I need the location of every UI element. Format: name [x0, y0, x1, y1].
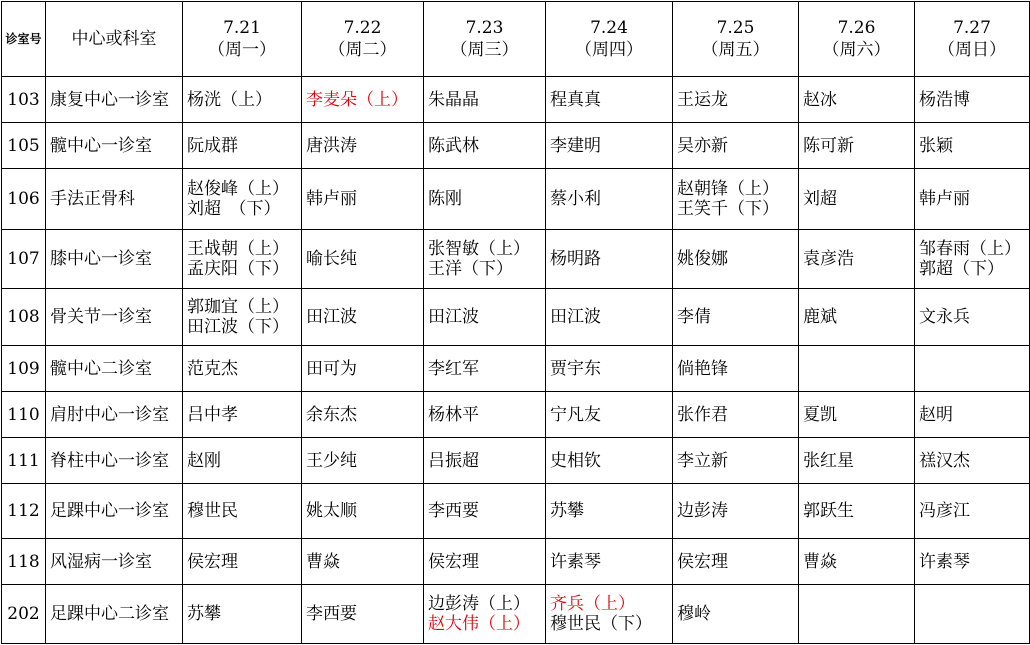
- schedule-cell: [799, 230, 915, 289]
- doctor-name: 杨浩博: [919, 89, 970, 110]
- doctor-name: 曹焱: [306, 551, 340, 572]
- schedule-cell: [424, 230, 546, 289]
- doctor-name: 鹿斌: [803, 307, 837, 327]
- doctor-name: 冯彦江: [919, 501, 970, 521]
- day-header: [424, 2, 546, 77]
- schedule-cell: [673, 123, 799, 169]
- day-weekday: （周一）: [208, 40, 276, 60]
- schedule-cell: [799, 392, 915, 438]
- schedule-cell: [183, 484, 302, 539]
- schedule-cell: [799, 484, 915, 539]
- department-name: 风湿病一诊室: [46, 539, 183, 585]
- schedule-cell: [183, 169, 302, 230]
- schedule-table: [1, 1, 1030, 644]
- doctor-name: 余东杰: [306, 404, 357, 425]
- schedule-cell: [183, 539, 302, 585]
- doctor-name: 穆世民: [187, 501, 238, 521]
- day-weekday: （周日）: [938, 40, 1006, 60]
- schedule-cell: [302, 346, 424, 392]
- schedule-cell: [302, 585, 424, 644]
- schedule-cell: [915, 230, 1030, 289]
- room-number: 112: [2, 484, 46, 539]
- schedule-cell: [546, 77, 673, 123]
- doctor-name: 赵刚: [187, 450, 221, 471]
- doctor-name: 王运龙: [677, 89, 728, 110]
- schedule-cell: [799, 77, 915, 123]
- doctor-name: 赵冰: [803, 89, 837, 110]
- schedule-cell: [424, 539, 546, 585]
- room-number: 103: [2, 77, 46, 123]
- schedule-cell: [183, 346, 302, 392]
- day-date: 7.21: [223, 18, 261, 38]
- schedule-cell: [302, 230, 424, 289]
- schedule-cell: [915, 77, 1030, 123]
- schedule-cell: [546, 230, 673, 289]
- table-row: [2, 169, 1030, 230]
- doctor-name: 齐兵（上）: [550, 594, 635, 614]
- schedule-cell: [302, 539, 424, 585]
- doctor-name: 张智敏（上）: [428, 239, 530, 259]
- doctor-name: 李倩: [677, 307, 711, 327]
- day-date: 7.22: [343, 18, 382, 38]
- doctor-name: 袁彦浩: [803, 249, 854, 269]
- schedule-cell: [673, 230, 799, 289]
- schedule-cell: [183, 289, 302, 346]
- doctor-name: 吕中孝: [187, 404, 238, 425]
- table-row: [2, 346, 1030, 392]
- schedule-cell: [302, 392, 424, 438]
- schedule-cell: [424, 123, 546, 169]
- schedule-cell: [546, 169, 673, 230]
- doctor-name: 田江波（下）: [187, 317, 289, 337]
- doctor-name: 程真真: [550, 89, 601, 110]
- schedule-cell: [183, 123, 302, 169]
- schedule-cell: [424, 346, 546, 392]
- doctor-name: 王战朝（上）: [187, 239, 289, 259]
- department-name: 髋中心一诊室: [46, 123, 183, 169]
- doctor-name: 侯宏理: [187, 551, 238, 572]
- doctor-name: 陈可新: [803, 135, 854, 156]
- doctor-name: 李立新: [677, 450, 728, 471]
- doctor-name: 韩卢丽: [919, 189, 970, 209]
- room-column-header: 诊室号: [2, 2, 46, 77]
- doctor-name: 张颖: [919, 135, 953, 156]
- doctor-name: 杨林平: [428, 404, 479, 425]
- schedule-cell: [424, 392, 546, 438]
- doctor-name: 蔡小利: [550, 189, 601, 209]
- doctor-name: 张作君: [677, 404, 728, 425]
- doctor-name: 郭超（下）: [919, 259, 1004, 279]
- doctor-name: 王洋（下）: [428, 259, 513, 279]
- doctor-name: 文永兵: [919, 307, 970, 327]
- doctor-name: 田江波: [428, 307, 479, 327]
- schedule-cell: [673, 484, 799, 539]
- day-header: [915, 2, 1030, 77]
- day-header: [546, 2, 673, 77]
- doctor-name: 赵朝锋（上）: [677, 179, 779, 199]
- schedule-cell: [673, 539, 799, 585]
- schedule-cell: [799, 289, 915, 346]
- schedule-cell: [915, 438, 1030, 484]
- doctor-name: 刘超: [803, 189, 837, 209]
- table-row: [2, 392, 1030, 438]
- doctor-name: 侯宏理: [677, 551, 728, 572]
- table-row: [2, 484, 1030, 539]
- schedule-cell: [799, 123, 915, 169]
- doctor-name: 侯宏理: [428, 551, 479, 572]
- table-row: [2, 77, 1030, 123]
- day-weekday: （周四）: [575, 40, 643, 60]
- doctor-name: 禚汉杰: [919, 450, 970, 471]
- schedule-cell: [673, 169, 799, 230]
- schedule-cell: [302, 123, 424, 169]
- doctor-name: 姚俊娜: [677, 249, 728, 269]
- schedule-cell: [424, 585, 546, 644]
- doctor-name: 陈刚: [428, 189, 462, 209]
- schedule-cell: [673, 392, 799, 438]
- doctor-name: 许素琴: [919, 551, 970, 572]
- doctor-name: 邹春雨（上）: [919, 239, 1021, 259]
- doctor-name: 郭珈宜（上）: [187, 297, 289, 317]
- schedule-cell: [546, 585, 673, 644]
- doctor-name: 边彭涛: [677, 501, 728, 521]
- doctor-name: 朱晶晶: [428, 89, 479, 110]
- doctor-name: 赵明: [919, 404, 953, 425]
- doctor-name: 范克杰: [187, 358, 238, 379]
- doctor-name: 李红军: [428, 358, 479, 379]
- doctor-name: 李麦朵（上）: [306, 89, 408, 110]
- schedule-cell: [424, 484, 546, 539]
- doctor-name: 孟庆阳（下）: [187, 259, 289, 279]
- schedule-cell: [424, 438, 546, 484]
- schedule-cell: [183, 392, 302, 438]
- day-weekday: （周六）: [822, 40, 891, 60]
- schedule-cell: [546, 392, 673, 438]
- schedule-cell: [183, 77, 302, 123]
- schedule-cell: [302, 438, 424, 484]
- room-number: 108: [2, 289, 46, 346]
- doctor-name: 曹焱: [803, 551, 837, 572]
- day-header: [183, 2, 302, 77]
- department-name: 髋中心二诊室: [46, 346, 183, 392]
- doctor-name: 李西要: [306, 604, 357, 624]
- doctor-name: 刘超 （下）: [187, 199, 281, 219]
- schedule-cell: [915, 346, 1030, 392]
- schedule-cell: [424, 169, 546, 230]
- day-header: [799, 2, 915, 77]
- schedule-cell: [546, 484, 673, 539]
- doctor-name: 倘艳锋: [677, 358, 728, 379]
- doctor-name: 唐洪涛: [306, 135, 357, 156]
- schedule-cell: [546, 539, 673, 585]
- doctor-name: 宁凡友: [550, 404, 601, 425]
- schedule-cell: [915, 289, 1030, 346]
- schedule-cell: [673, 289, 799, 346]
- schedule-cell: [302, 484, 424, 539]
- schedule-cell: [799, 585, 915, 644]
- day-header: [673, 2, 799, 77]
- schedule-cell: [673, 77, 799, 123]
- schedule-cell: [673, 438, 799, 484]
- schedule-cell: [183, 585, 302, 644]
- department-name: 脊柱中心一诊室: [46, 438, 183, 484]
- doctor-name: 夏凯: [803, 404, 837, 425]
- schedule-cell: [799, 438, 915, 484]
- schedule-cell: [546, 123, 673, 169]
- doctor-name: 苏攀: [550, 501, 584, 521]
- table-row: [2, 230, 1030, 289]
- day-date: 7.24: [590, 18, 628, 38]
- doctor-name: 苏攀: [187, 604, 221, 624]
- schedule-cell: [546, 289, 673, 346]
- schedule-cell: [673, 585, 799, 644]
- doctor-name: 李西要: [428, 501, 479, 521]
- department-name: 康复中心一诊室: [46, 77, 183, 123]
- table-row: [2, 123, 1030, 169]
- doctor-name: 张红星: [803, 450, 854, 471]
- doctor-name: 穆世民（下）: [550, 614, 652, 634]
- doctor-name: 郭跃生: [803, 501, 854, 521]
- schedule-cell: [183, 230, 302, 289]
- department-name: 手法正骨科: [46, 169, 183, 230]
- schedule-cell: [799, 169, 915, 230]
- doctor-name: 韩卢丽: [306, 189, 357, 209]
- day-date: 7.27: [953, 18, 991, 38]
- department-name: 肩肘中心一诊室: [46, 392, 183, 438]
- doctor-name: 喻长纯: [306, 249, 357, 269]
- schedule-cell: [915, 539, 1030, 585]
- table-row: [2, 585, 1030, 644]
- doctor-name: 田江波: [306, 307, 357, 327]
- doctor-name: 李建明: [550, 135, 601, 156]
- schedule-cell: [915, 484, 1030, 539]
- doctor-name: 阮成群: [187, 135, 238, 156]
- room-number: 107: [2, 230, 46, 289]
- table-row: [2, 539, 1030, 585]
- doctor-name: 杨明路: [550, 249, 601, 269]
- doctor-name: 杨洸（上）: [187, 89, 272, 110]
- day-date: 7.26: [837, 18, 876, 38]
- schedule-cell: [302, 77, 424, 123]
- doctor-name: 史相钦: [550, 450, 601, 471]
- doctor-name: 赵大伟（上）: [428, 614, 530, 634]
- department-name: 膝中心一诊室: [46, 230, 183, 289]
- doctor-name: 田可为: [306, 358, 357, 379]
- schedule-cell: [915, 123, 1030, 169]
- schedule-body: [2, 77, 1030, 644]
- schedule-cell: [302, 169, 424, 230]
- table-row: [2, 438, 1030, 484]
- doctor-name: 穆岭: [677, 604, 711, 624]
- schedule-cell: [915, 585, 1030, 644]
- day-weekday: （周五）: [701, 40, 770, 60]
- doctor-name: 吴亦新: [677, 135, 728, 156]
- schedule-cell: [915, 392, 1030, 438]
- day-date: 7.23: [465, 18, 504, 38]
- doctor-name: 田江波: [550, 307, 601, 327]
- department-name: 骨关节一诊室: [46, 289, 183, 346]
- day-date: 7.25: [716, 18, 755, 38]
- schedule-cell: [302, 289, 424, 346]
- room-number: 110: [2, 392, 46, 438]
- doctor-name: 吕振超: [428, 450, 479, 471]
- doctor-name: 许素琴: [550, 551, 601, 572]
- schedule-cell: [915, 169, 1030, 230]
- doctor-name: 陈武林: [428, 135, 479, 156]
- schedule-cell: [673, 346, 799, 392]
- table-row: [2, 289, 1030, 346]
- room-number: 111: [2, 438, 46, 484]
- room-number: 202: [2, 585, 46, 644]
- room-number: 105: [2, 123, 46, 169]
- doctor-name: 姚太顺: [306, 501, 357, 521]
- schedule-cell: [424, 77, 546, 123]
- schedule-cell: [546, 346, 673, 392]
- room-number: 106: [2, 169, 46, 230]
- header-row: [2, 2, 1030, 77]
- schedule-cell: [183, 438, 302, 484]
- room-number: 118: [2, 539, 46, 585]
- day-header: [302, 2, 424, 77]
- schedule-cell: [799, 346, 915, 392]
- schedule-cell: [799, 539, 915, 585]
- doctor-name: 王少纯: [306, 450, 357, 471]
- day-weekday: （周二）: [328, 40, 397, 60]
- department-column-header: 中心或科室: [46, 2, 183, 77]
- schedule-cell: [546, 438, 673, 484]
- day-weekday: （周三）: [450, 40, 519, 60]
- department-name: 足踝中心一诊室: [46, 484, 183, 539]
- schedule-cell: [424, 289, 546, 346]
- doctor-name: 边彭涛（上）: [428, 594, 530, 614]
- doctor-name: 贾宇东: [550, 358, 601, 379]
- doctor-name: 王笑千（下）: [677, 199, 779, 219]
- doctor-name: 赵俊峰（上）: [187, 179, 289, 199]
- department-name: 足踝中心二诊室: [46, 585, 183, 644]
- room-number: 109: [2, 346, 46, 392]
